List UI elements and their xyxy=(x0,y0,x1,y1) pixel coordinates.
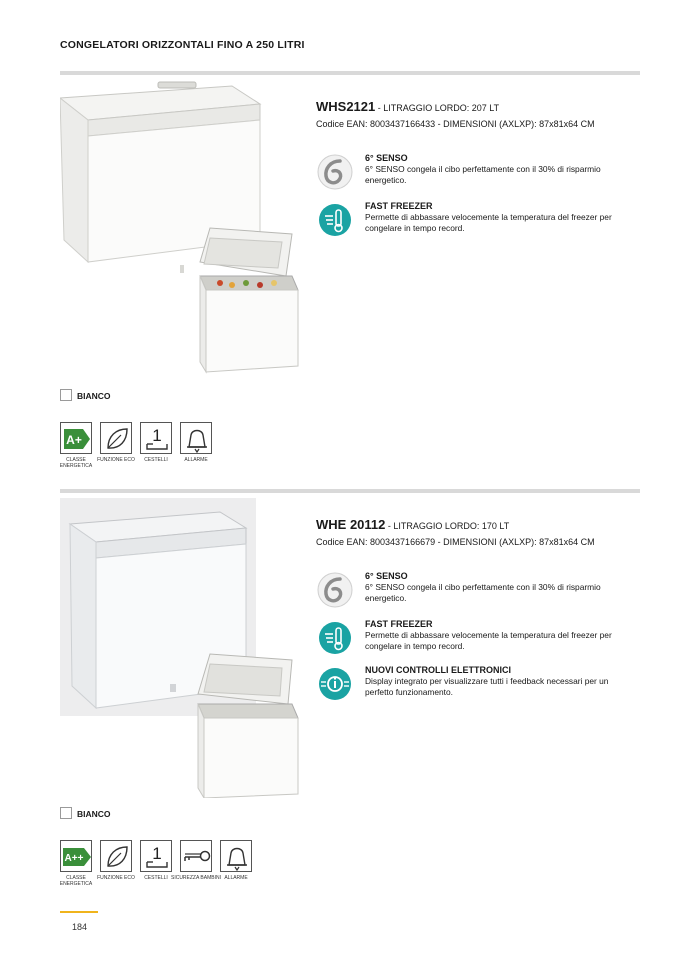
page-number: 184 xyxy=(72,922,88,932)
dimensions-label: - DIMENSIONI (AXLXP): 87x81x64 CM xyxy=(437,537,595,547)
feature-title: 6° SENSO xyxy=(365,571,408,581)
basket-icon xyxy=(141,841,173,873)
sixth-sense-icon xyxy=(316,571,354,609)
badge-caption: SICUREZZA BAMBINI xyxy=(170,875,221,881)
feature-title: FAST FREEZER xyxy=(365,201,433,211)
svg-text:A+: A+ xyxy=(66,433,82,447)
feature-fast-freezer xyxy=(316,619,646,659)
key-lock-icon xyxy=(181,841,213,873)
feature-description: 6° SENSO congela il cibo perfettamente con il 30% di risparmio energetico. xyxy=(365,582,601,603)
color-swatch-white xyxy=(60,807,72,819)
page-title: CONGELATORI ORIZZONTALI FINO A 250 LITRI xyxy=(60,39,305,51)
svg-text:1: 1 xyxy=(152,844,162,863)
fast-freezer-icon xyxy=(316,619,354,657)
badge-caption: ALLARME xyxy=(224,875,248,881)
capacity-label: - LITRAGGIO LORDO: 170 LT xyxy=(387,521,510,531)
model-name: WHE 20112 xyxy=(316,517,386,532)
feature-description: 6° SENSO congela il cibo perfettamente con il 30% di risparmio energetico. xyxy=(365,164,601,185)
badge-caption: CESTELLI xyxy=(144,457,168,463)
feature-title: FAST FREEZER xyxy=(365,619,433,629)
feature-title: NUOVI CONTROLLI ELETTRONICI xyxy=(365,665,511,675)
feature-sixth-sense xyxy=(316,571,646,611)
badge-caption: FUNZIONE ECO xyxy=(97,875,135,881)
badge-caption: CESTELLI xyxy=(144,875,168,881)
dimensions-label: - DIMENSIONI (AXLXP): 87x81x64 CM xyxy=(437,119,595,129)
eco-leaf-icon xyxy=(101,841,133,873)
ean-code: Codice EAN: 8003437166433 xyxy=(316,119,436,129)
badge-caption: CLASSE ENERGETICA xyxy=(59,457,93,469)
alarm-bell-icon xyxy=(221,841,253,873)
section-divider xyxy=(60,71,640,75)
alarm-bell-icon xyxy=(181,423,213,455)
feature-sixth-sense xyxy=(316,153,646,193)
badge-caption: CLASSE ENERGETICA xyxy=(59,875,93,887)
basket-icon xyxy=(141,423,173,455)
energy-class-icon xyxy=(61,423,93,455)
svg-text:1: 1 xyxy=(152,426,162,445)
fast-freezer-icon xyxy=(316,201,354,239)
section-divider xyxy=(60,489,640,493)
feature-description: Permette di abbassare velocemente la temperatura del freezer per congelare in tempo record. xyxy=(365,630,612,651)
product-photo-whe20112 xyxy=(60,498,310,798)
badge-caption: FUNZIONE ECO xyxy=(97,457,135,463)
badge-caption: ALLARME xyxy=(184,457,208,463)
color-label: BIANCO xyxy=(77,391,111,401)
model-name: WHS2121 xyxy=(316,99,376,114)
feature-description: Permette di abbassare velocemente la temperatura del freezer per congelare in tempo record. xyxy=(365,212,612,233)
capacity-label: - LITRAGGIO LORDO: 207 LT xyxy=(377,103,500,113)
ean-code: Codice EAN: 8003437166679 xyxy=(316,537,436,547)
eco-leaf-icon xyxy=(101,423,133,455)
color-swatch-white xyxy=(60,389,72,401)
feature-description: Display integrato per visualizzare tutti i feedback necessari per un perfetto funzionamento. xyxy=(365,676,609,697)
svg-text:A++: A++ xyxy=(64,853,84,864)
sixth-sense-icon xyxy=(316,153,354,191)
product-photo-whs2121 xyxy=(60,80,310,380)
electronic-controls-icon xyxy=(316,665,354,703)
page-accent-bar xyxy=(60,911,98,913)
feature-title: 6° SENSO xyxy=(365,153,408,163)
feature-electronic-controls xyxy=(316,665,646,705)
energy-class-icon xyxy=(61,841,93,873)
color-label: BIANCO xyxy=(77,809,111,819)
feature-fast-freezer xyxy=(316,201,646,241)
